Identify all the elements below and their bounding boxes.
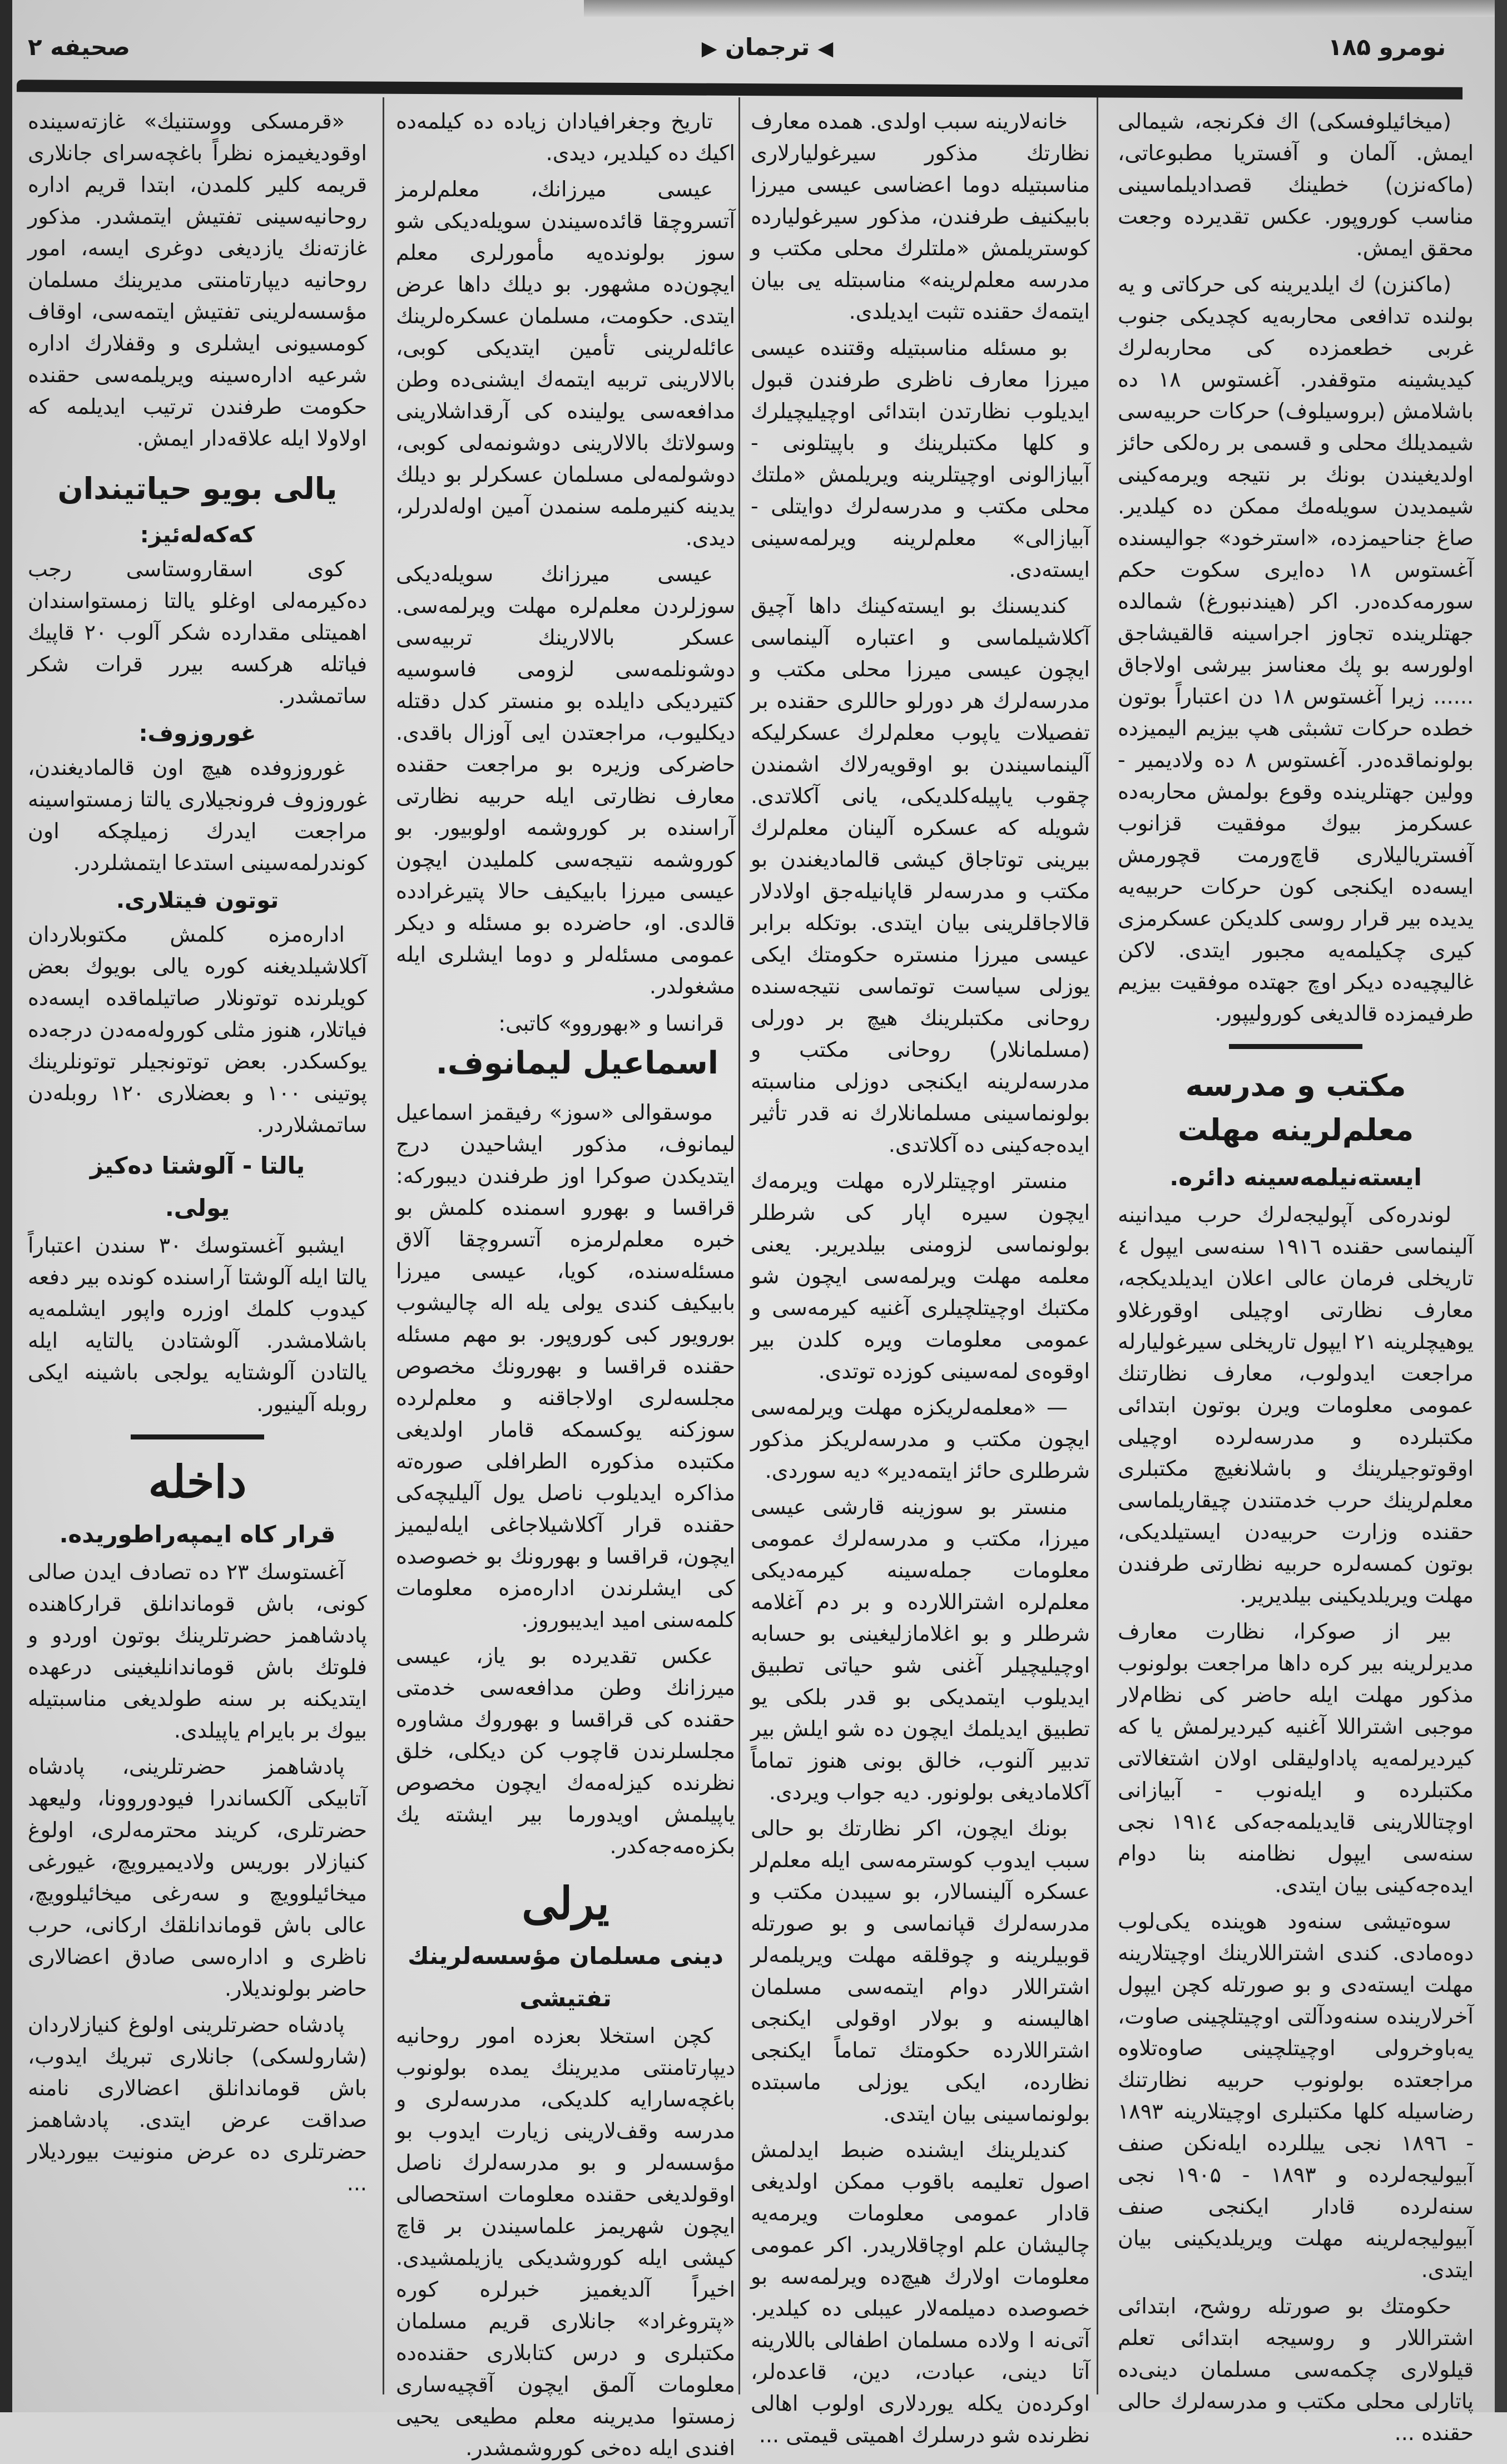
column-left [28, 106, 367, 2397]
subheadline: قرار کاه ایمپه‌راطوریده. [59, 1521, 336, 1548]
ornament-left-icon: ◀ [817, 37, 834, 60]
scan-edge-left [0, 0, 12, 2412]
ornament-right-icon: ▶ [701, 37, 717, 60]
scan-edge-right [1495, 0, 1507, 2412]
column-divider [383, 97, 384, 2394]
issue-number: نومرو ۱۸۵ [1328, 33, 1446, 61]
paragraph: منستر اوچیتلرلاره مهلت ویرمه‌ك ایچون سیره اپار کی شرطلر بولونماسی لزومنی بیلدیریر. یعنی معلمه مهلت ویرلمه‌سی ایچون شو مکتبك اوچیتلچیلری آغنیه کیرمه‌سی و عمومی معلومات ویره کلدن بیر اوقوه‌ی لمه‌سینی کوزده توتدی. [751, 1169, 1090, 1383]
separator-rule [131, 1434, 264, 1439]
section-heading: که‌که‌له‌ئیز: [140, 522, 255, 548]
column-divider [738, 97, 740, 2394]
paragraph: اداره‌مزه کلمش مکتوبلاردان آکلاشیلدیغنه کوره یالی بویوك بعض کویلرنده توتونلار صاتیلماقده ایسه‌ده فیاتلار، هنوز مثلی کوروله‌مه‌دن درجه‌ده یوکسکدر. بعض توتونجیلر توتونلرینك پوتینی ۱۰۰ و بعضلاری ۱۲۰ روبله‌دن ساتمشلاردر. [28, 922, 367, 1137]
page-number: صحیفه ۲ [28, 33, 130, 61]
paragraph: تاریخ وجغرافیادان زیاده ده کیلمه‌ده اکیك ده کیلدیر، دیدی. [396, 109, 735, 165]
paragraph: پادشاهمز حضرتلرینی، پادشاه آتابیکی آلکساندرا فیودوروونا، ولیعهد حضرتلری، کریند محترمه‌لری، اولوغ کنیازلار بوریس ولادیمیرویچ، غیورغی میخائیلوویچ و سه‌رغی میخائیلوویچ، عالی باش قوماندانلقك ارکانی، حرب ناظری و اداره‌سی صادق اعضالاری حاضر بولوندیلار. [28, 1754, 367, 2001]
paragraph: غوروزوفده هیچ اون قالمادیغندن، غوروزوف فرونجیلاری یالتا زمستواسینه مراجعت ایدرك زمیلچکه اون کوندرلمه‌سینی استدعا ایتمشلردر. [28, 755, 367, 875]
paragraph: لوندره‌کی آپولیجه‌لرك حرب میدانینه آلینماسی حقنده ۱۹۱٦ سنه‌سی ایپول ٤ تاریخلی فرمان عالی اعلان ایدیلدیکجه، معارف نظارتی اوچیلی اوقورغلاو یوهیچلرینه ۲۱ ایپول تاریخلی سیرغولیارله مراجعت ایدولوب، معارف نظارتنك عمومی معلومات ویرن بوتون ابتدائی مکتبلرده و مدرسه‌لرده اوچیلی اوقوتوجیلرینك و باشلانغیچ مکتبلری معلم‌لرینك حرب خدمتندن چیقاریلماسی حقنده وزارت حربیه‌دن ایستیلدیکی، بوتون کمسه‌لره حربیه نظارتی طرفندن مهلت ویریلدیکینی بیلدیریر. [1118, 1203, 1474, 1607]
section-logo: داخله [148, 1456, 247, 1508]
subheadline: تفتیشی [519, 1985, 612, 2012]
headline: یالی بویو حیاتیندان [57, 471, 338, 506]
section-heading: توتون فیتلاری. [116, 888, 279, 913]
author-signature: اسماعیل لیمانوف. [435, 1045, 718, 1081]
section-logo: یرلی [522, 1877, 609, 1929]
column-divider [1097, 97, 1098, 2394]
subheadline: ایسته‌نیلمه‌سینه دائره. [1169, 1164, 1422, 1191]
subheadline: دینی مسلمان مؤسسه‌لرینك [408, 1942, 723, 1970]
paragraph: حکومتك بو صورتله روشح، ابتدائی اشتراللار و روسیجه ابتدائی تعلم قیلولاری چکمه‌سی مسلمان دینی‌ده پاتارلی محلی مکتب و مدرسه‌لرك حالی حقنده ... [1118, 2294, 1474, 2445]
paragraph: موسقوالی «سوز» رفیقمز اسماعیل لیمانوف، مذکور ایشاحیدن درج ایتدیکدن صوکرا اوز طرفندن دیبورکه: قراقسا و بهورو اسمنده کلمش بو خبره معلم‌لرمزه آتسروچقا آلاق مسئله‌سنده، کویا، عیسی میرزا بابیکیف کندی یولی یله اله چالیشوب بورویور کبی کوروپور. بو مهم مسئله حقنده قراقسا و بهورونك مخصوص مجلسه‌لری اولاجاقنه و معلم‌لرده سوزکنه یوکسمکه قامار اولدیغی مکتبده مذکوره الطرافلی صوره‌ته مذاکره ایدیلوب ناصل یول آلیلیچه‌کی حقنده قرار آکلاشیلاجاغی ایله‌لیمیز ایچون، قراقسا و بهورونك بو خصوصده کی ایشلرندن اداره‌مزه معلومات کلمه‌سنی امید ایدیبوروز. [396, 1100, 735, 1632]
paragraph: عکس تقدیرده بو یاز، عیسی میرزانك وطن مدافعه‌سی خدمتی حقنده کی قراقسا و بهوروك مشاوره مجلسلرندن قاچوب کن دیکلی، خلق نظرنده کیزله‌مه‌ك ایچون مخصوص یاپیلمش اویدورما بیر ایشته یك بکزه‌مه‌جه‌کدر. [396, 1644, 735, 1858]
paragraph: پادشاه حضرتلرینی اولوغ کنیازلاردان (شارولسکی) جانلاری تبریك ایدوب، باش قوماندانلق اعضالاری نامنه صداقت عرض ایتدی. پادشاهمز حضرتلری ده عرض منونیت بیوردیلار ... [28, 2012, 367, 2195]
paragraph: کچن استخلا بعزده امور روحانیه دیپارتامنتی مدیرینك یمده بولونوب باغچه‌سارایه کلدیکی، مدرسه‌لری و مدرسه وقف‌لارینی زیارت ایدوب بو مؤسسه‌لر و بو مدرسه‌لرك ناصل اوقولدیغی حقنده معلومات استحصالی ایچون شهریمز علماسیندن بر قاچ کیشی ایله کوروشدیکی یازیلمشیدی. اخیراً آلدیغمیز خبرلره کوره «پتروغراد» جانلاری قریم مسلمان مکتبلری و درس کتابلاری حقنده‌ده معلومات آلمق ایچون آقچیه‌ساری زمستوا مدیرینه معلم مطیعی یحیی افندی ایله ده‌خی کوروشمشدر. [396, 2023, 735, 2460]
column-right [1118, 106, 1474, 2445]
paragraph: کوی اسقاروستاسی رجب ده‌کیرمه‌لی اوغلو یالتا زمستواسندان اهمیتلی مقدارده شکر آلوب ۲۰ قاپیك فیاتله هرکسه بیرر قرات شکر ساتمشدر. [28, 557, 368, 708]
paragraph: بو مسئله مناسبتیله وقتنده عیسی میرزا معارف ناظری طرفندن قبول ایدیلوب نظارتدن ابتدائی اوچیلیچیلرك و کلها مکتبلرینك و باپیتلونی - آبیازالونی اوچیتلرینه ویریلمش «ملتك محلی مکتب و مدرسه‌لرك دوایتلی - آبیازالی» معلم‌لرینه ویرلمه‌سینی ایسته‌دی. [751, 335, 1090, 582]
subheadline: یالتا - آلوشتا ده‌کیز [90, 1152, 305, 1179]
author-byline: قرانسا و «بهوروو» کاتبی: [498, 1011, 724, 1036]
paragraph: ایشبو آغستوسك ۳۰ سندن اعتباراً یالتا ایله آلوشتا آراسنده کونده بیر دفعه کیدوب کلمك اوزره واپور ایشلمه‌یه باشلامشدر. آلوشتادن یالتایه ایله یالتادن آلوشتایه یولجی باشینه ایکی روبله آلینیور. [28, 1233, 367, 1416]
paragraph: منستر بو سوزینه قارشی عیسی میرزا، مکتب و مدرسه‌لرك عمومی معلومات جمله‌سینه کیرمه‌دیکی معلم‌لره اشتراللارده و بر دم آغلامه شرطلر و بو اغلامازلیغینی بو حسابه اوچیلیچیلر آغنی شو حیاتی تطبیق ایدیلوب ایتمدیکی بو قدر بلکی یو تطبیق ایدیلمك ایچون ده شو ایلش بیر تدبیر آلنوب، خالق بونی هنوز تماماً آکلامادیغی بولونور. دیه جواب ویردی. [751, 1495, 1090, 1804]
paragraph: سوه‌تیشی سنه‌ود هوینده یکی‌لوب دوه‌مادی. کندی اشتراللارینك اوچیتلارینه مهلت ایسته‌دی و بو صورتله کچن ایپول آخرلارینده سنه‌ودآلتی اوچیتلچینی صاوت، یه‌باوخرولی اوچیتلچینی صاوه‌تلاوه مراجعتده بولونوب حربیه نظارتنك رضاسیله کلها مکتبلری اوچیتلارینه ۱۸۹۳ - ۱۸۹٦ نجی ییللرده ایله‌نکن صنف آبیولیجه‌لرده و ۱۸۹۳ - ۱۹۰۵ نجی سنه‌لرده قادار ایکنجی صنف آبیولیجه‌لرینه مهلت ویریلدیکینی بیان ایتدی. [1118, 1909, 1474, 2282]
section-heading: غوروزوف: [138, 721, 256, 746]
paragraph: بونك ایچون، اکر نظارتك بو حالی سبب ایدوب کوسترمه‌سی ایله معلم‌لر عسکره آلینسالار، بو سیبدن مکتب و مدرسه‌لرك قپانماسی و بو صورتله قوبیلرینه و چوقلقه مهلت ویریلمه‌لر اشتراللار دوام ایتمه‌سی مسلمان اهالیسنه و بولار اوقولی ایکنجی اشتراللارده حکومتك تماماً ایکنجی نظارده، ایکی یوزلی ماسبتده بولونماسینی بیان ایتدی. [751, 1816, 1090, 2126]
separator-rule [1229, 1044, 1362, 1049]
paragraph: خانه‌لارینه سبب اولدی. همده معارف نظارتك مذکور سیرغولیارلاری مناسبتیله دوما اعضاسی عیسی میرزا بابیکنیف طرفندن، مذکور سیرغولیارده کوستریلمش «ملتلرك محلی مکتب و مدرسه معلم‌لرینه» مناسبتله یی بیان ایتمه‌ك حقنده تثبت ایدیلدی. [751, 109, 1090, 324]
paragraph: — «معلمه‌لریکزه مهلت ویرلمه‌سی ایچون مکتب و مدرسه‌لریکز مذکور شرطلری حائز ایتمه‌دیر» دیه سوردی. [751, 1395, 1090, 1483]
paragraph: کندیسنك بو ایسته‌کینك داها آچیق آکلاشیلماسی و اعتباره آلینماسی ایچون عیسی میرزا محلی مکتب و مدرسه‌لرك هر دورلو حاللری حقنده بر تفصیلات یاپوب معلم‌لرك عسکرلیکه آلینماسیندن بو اوقویه‌رلاك اشمندن چقوب یاپیله‌کلدیکی، یانی آکلاتدی. شویله که عسکره آلینان معلم‌لرك بیرینی توتاجاق کیشی قالمادیغندن بو مکتب و مدرسه‌لر قاپانیله‌جق اولادلار قالاجاقلرینی بیان ایتدی. بوتکله برابر عیسی میرزا منستره حکومتك ایکی یوزلی سیاست توتماسی نتیجه‌سنده روحانی مکتبلرینك هیچ بر دورلی (مسلمانلار) روحانی مکتب و مدرسه‌لرینه ایکنجی دوزلی مناسبته بولونماسینی مسلمانلارك نه قدر تأثیر ایده‌جه‌کینی ده آکلاتدی. [751, 593, 1090, 1157]
paragraph: (میخائیلوفسکی) اك فکرنجه، شیمالی ایمش. آلمان و آفستریا مطبوعاتی، (ماکه‌نزن) خطینك قصدادیلماسینی مناسب کوروپور. عکس تقدیرده وجعت محقق ایمش. [1118, 109, 1474, 260]
paragraph: آغستوسك ۲۳ ده تصادف ایدن صالی کونی، باش قوماندانلق قرارکاهنده پادشاهمز حضرتلرینك بوتون اوردو و فلوتك باش قوماندانلیغینی درعهده ایتدیکنه بر سنه طولدیغی مناسبتیله بیوك بر بایرام یاپیلدی. [28, 1560, 367, 1743]
masthead [701, 33, 834, 61]
masthead-title: ترجمان [725, 33, 810, 61]
paragraph: عیسی میرزانك، معلم‌لرمز آتسروچقا قائده‌سیندن سویله‌دیکی شو سوز بولونده‌یه مأمورلری معلم ایچون‌ده مشهور. بو دیلك داها عرض ایتدی. حکومت، مسلمان عسکره‌لرینك عائله‌لرینی تأمین ایتدیکی کوبی، بالالارینی تربیه ایتمه‌ك ایشنی‌ده وطن مدافعه‌سی یولینده کی آرقداشلارینی وسولاتك بالالارینی دوشونمه‌لی کوبی، دوشولمه‌لی مسلمان عسکرلر بو دیلك یدینه کنیرملمه سنمدن آمین اوله‌لدرلر، دیدی. [396, 177, 735, 550]
paragraph: عیسی میرزانك سویله‌دیکی سوزلردن معلم‌لره مهلت ویرلمه‌سی. عسکر بالالارینك تربیه‌سی دوشونلمه‌سی لزومی فاسوسیه کتیردیکی دایلده بو منستر کدل دقتله دیکلیوب، مراجعتدن ایی آوزال باقدی. حاضرکی وزیره بو مراجعت حقنده معارف نظارتی ایله حربیه نظارتی آراسنده بر کوروشمه اولوبیور. بو کوروشمه نتیجه‌سی کلملیدن ایچون عیسی میرزا بابیکیف حالا پتیرغرادده قالدی. او، حاضرده بو مسئله و دیکر عمومی مسئله‌لر و دوما ایشلری ایله مشغولدر. [396, 562, 735, 998]
column-center-left [396, 106, 735, 2460]
column-center-right [751, 106, 1090, 2447]
subheadline: یولی. [165, 1194, 230, 1221]
paragraph: کندیلرینك ایشنده ضبط ایدلمش اصول تعلیمه باقوب ممکن اولدیغی قادار عمومی معلومات ویرمه‌یه چالیشان علم اوچاقلاریدر. اکر عمومی معلومات اولارك هیچ‌ده ویرلمه‌سه بو خصوصده دمیلمه‌لار عیبلی ده کیلدیر. آتی‌نه ا ولاده مسلمان اطفالی باللارینه آتا دینی، عبادت، دین، قاعده‌لر، اوکرده‌ن یکله یوردلاری اولوب اهالی نظرنده شو درسلرك اهمیتی قیمتی ... [751, 2138, 1090, 2447]
paragraph: (ماکنزن) ك ایلدیرینه کی حرکاتی و یه بولنده تدافعی محاربه‌یه کچدیکی جنوب غربی خطعمزده کی محاربه‌لرك کیدیشینه متوقفدر. آغستوس ۱۸ ده باشلامش (بروسیلوف) حرکات حربیه‌سی شیمدیلك محلی و قسمی بر ره‌لکی حائز اولدیغیندن بونك بر نتیجه ویرمه‌کینی شیمدیدن سویله‌مك ممکن ده کیلدیر. صاغ جناحیمزده، «استرخود» جوالیسنده آغستوس ۱۸ ده‌ایری سکوت حکم سورمه‌کده‌در. اکر (هیندنبورغ) شمالده جهتلرینده تجاوز اجراسینه قالقیشاجق اولورسه بو پك معناسز بیرشی اولاجاق ...... زیرا آغستوس ۱۸ دن اعتباراً بوتون خطده حرکات تشبثی هپ بیزیم الیمیزده بولونماقده‌در. آغستوس ۸ ده ولادیمیر - وولین جهتلرینده وقوع بولمش محاربه‌ده عسکرمز بیوك موفقیت قزانوب آفستریالیلاری قاچ‌ورمت قچورمش ایسه‌ده ایکنجی کون حرکات حربیه‌یه یدیده بیر قرار روسی کلدیکن عسکرمزی کیری چکیلمه‌یه مجبور ایتدی. لاکن غالیچیه‌ده دیکر اوچ جهتده موفقیت بیزیم طرفیمزده قالدیغی کورولیپور. [1118, 272, 1474, 1026]
scan-shadow [584, 0, 1507, 17]
paragraph: «قرمسکی ووستنیك» غازته‌سینده اوقودیغیمزه نظراً باغچه‌سرای جانلاری قریمه کلیر کلمدن، ابتدا قریم اداره روحانیه‌سینی تفتیش ایتمشدر. مذکور غازته‌نك یازدیغی دوغری ایسه، امور روحانیه دیپارتامنتی مدیرینك مسلمان مؤسسه‌لرینی تفتیش ایتمه‌سی، اوقاف کومسیونی ایشلری و وقفلارك اداره شرعیه اداره‌سینه ویریلمه‌سی حقنده حکومت طرفندن ترتیب ایدیلمه که اولاولا ایله علاقه‌دار ایمش. [28, 109, 367, 451]
headline: مکتب و مدرسه معلم‌لرینه مهلت [1177, 1068, 1414, 1147]
paragraph: بیر از صوکرا، نظارت معارف مدیرلرینه بیر کره داها مراجعت بولونوب مذکور مهلت ایله حاضر کی نظام‌لار موجبی اشتراللا آغنیه کیردیرلمش یا که کیردیرلمه‌یه پاداولیقلی اولان اشتغالاتی مکتبلرده و ایله‌نوب - آبیازانی اوچتاللارینی قایدیلمه‌جه‌کی ۱۹۱٤ نجی سنه‌سی ایپول نظامنه بنا دوام ایده‌جه‌کینی بیان ایتدی. [1118, 1619, 1474, 1897]
